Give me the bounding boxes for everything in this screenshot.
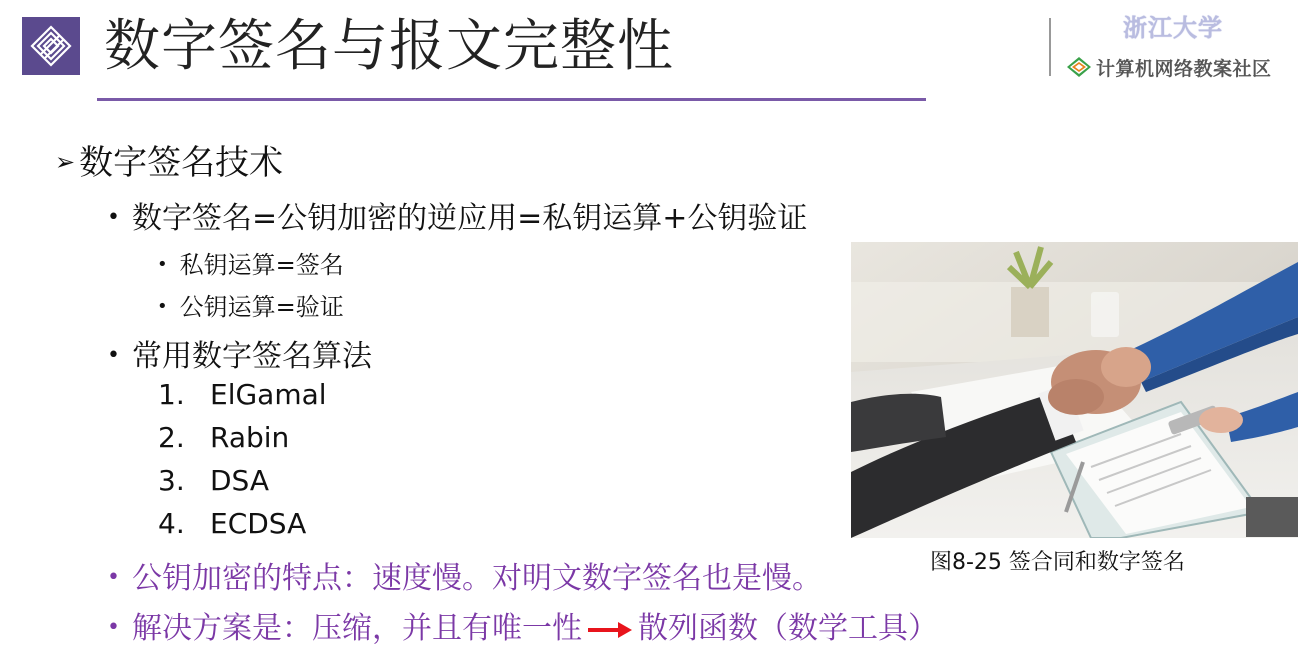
brand-divider	[1049, 18, 1051, 76]
bullet-dot-icon: •	[107, 343, 120, 368]
bullet-dot-icon: •	[107, 565, 120, 590]
section-heading: ➢ 数字签名技术	[55, 143, 284, 183]
diamond-logo-icon	[1066, 56, 1092, 78]
brand-name: 计算机网络教案社区	[1096, 57, 1272, 80]
bullet-dot-icon: •	[157, 254, 168, 275]
bullet-item: • 数字签名=公钥加密的逆应用=私钥运算+公钥验证	[107, 201, 808, 236]
sub-bullet-item: • 公钥运算=验证	[157, 293, 344, 321]
figure-caption: 图8-25 签合同和数字签名	[930, 550, 1185, 575]
handshake-photo	[851, 242, 1298, 538]
slide-logo	[22, 17, 80, 75]
page-title: 数字签名与报文完整性	[104, 14, 674, 79]
bullet-item: • 常用数字签名算法	[107, 339, 372, 374]
university-watermark: 浙江大学	[1123, 14, 1223, 42]
list-item: 4. ECDSA	[158, 507, 307, 540]
list-item: 3. DSA	[158, 464, 270, 497]
list-item: 2. Rabin	[158, 421, 290, 454]
bullet-dot-icon: •	[107, 205, 120, 230]
list-item: 1. ElGamal	[158, 378, 327, 411]
title-underline	[97, 98, 926, 101]
layers-logo-icon	[22, 17, 80, 75]
brand-logo	[1066, 54, 1272, 80]
bullet-dot-icon: •	[107, 615, 120, 640]
right-arrow-icon	[586, 620, 634, 640]
sub-bullet-item: • 私钥运算=签名	[157, 251, 344, 279]
arrow-bullet-icon: ➢	[55, 148, 76, 176]
bullet-dot-icon: •	[157, 296, 168, 317]
bullet-item: • 解决方案是：压缩，并且有唯一性 散列函数（数学工具）	[107, 611, 938, 646]
bullet-item: • 公钥加密的特点：速度慢。对明文数字签名也是慢。	[107, 561, 822, 596]
